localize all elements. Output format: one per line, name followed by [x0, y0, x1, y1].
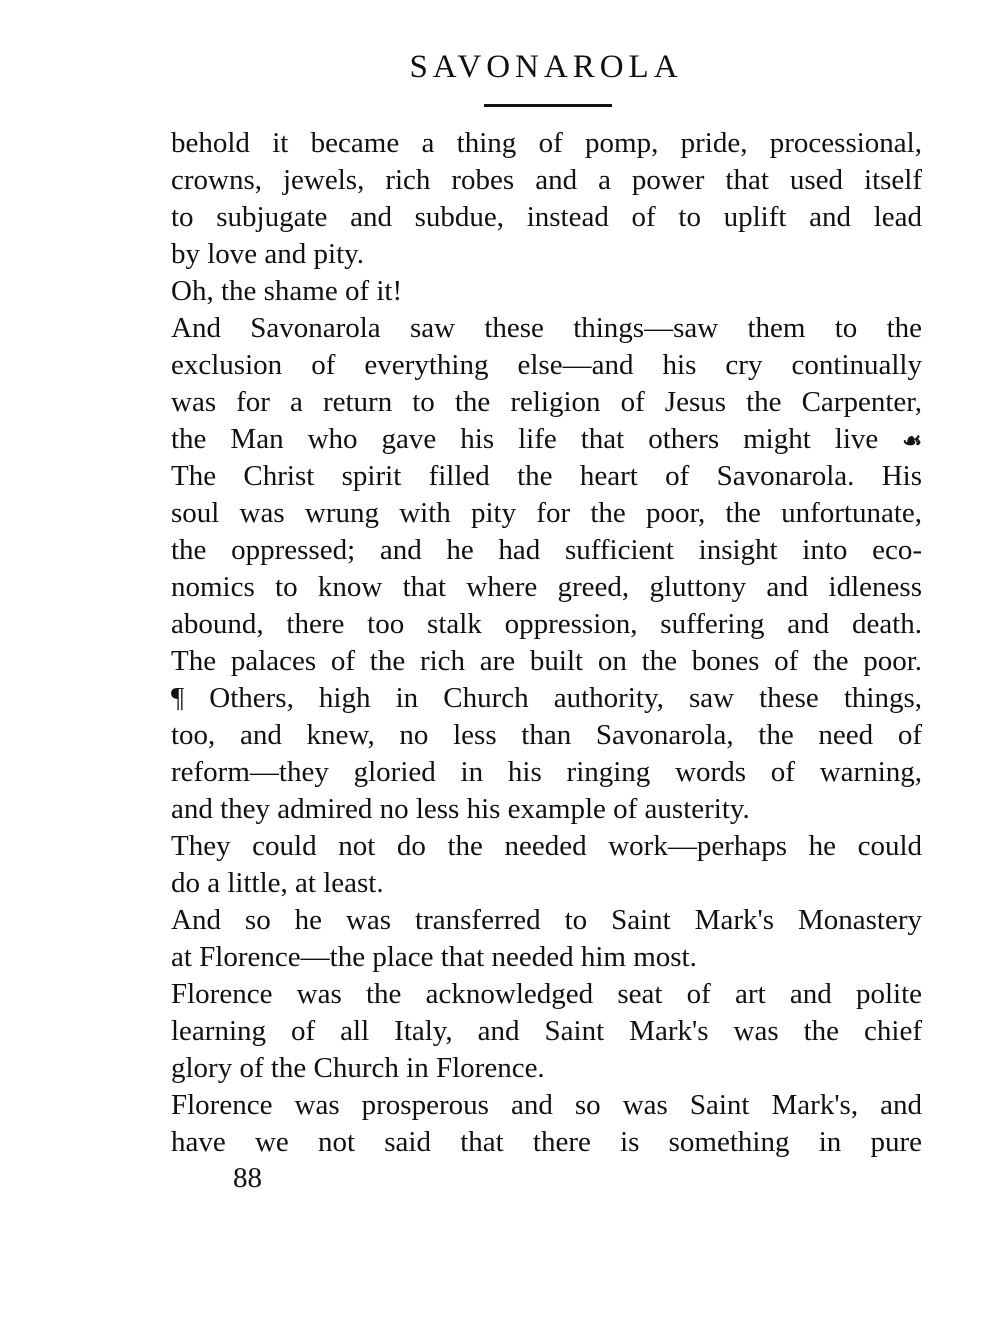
text-line: And so he was transferred to Saint Mark's Monastery [171, 904, 922, 936]
text-line-content: the Man who gave his life that others might live [171, 423, 879, 455]
text-line: too, and knew, no less than Savonarola, the need of [171, 719, 922, 751]
text-line: behold it became a thing of pomp, pride, processional, [171, 127, 922, 159]
text-line: learning of all Italy, and Saint Mark's was the chief [171, 1015, 922, 1047]
text-line: Oh, the shame of it! [171, 275, 403, 307]
text-line: ¶ Others, high in Church authority, saw these things, [171, 682, 922, 714]
running-head: SAVONAROLA [409, 49, 683, 85]
text-line: have we not said that there is something in pure [171, 1126, 922, 1158]
text-line: nomics to know that where greed, gluttony and idleness [171, 571, 922, 603]
text-line: by love and pity. [171, 238, 365, 270]
head-rule [484, 104, 612, 107]
text-line: exclusion of everything else—and his cry continually [171, 349, 922, 381]
leaf-ornament-icon: ☙ [902, 428, 922, 453]
page-number: 88 [233, 1162, 262, 1194]
text-line: glory of the Church in Florence. [171, 1052, 545, 1084]
text-line: The palaces of the rich are built on the bones of the poor. [171, 645, 922, 677]
text-line: The Christ spirit filled the heart of Savonarola. His [171, 460, 922, 492]
text-line: and they admired no less his example of austerity. [171, 793, 750, 825]
text-line: the oppressed; and he had sufficient insight into eco- [171, 534, 922, 566]
text-block [171, 125, 922, 1161]
text-line: Florence was prosperous and so was Saint Mark's, and [171, 1089, 922, 1121]
text-line: And Savonarola saw these things—saw them to the [171, 312, 922, 344]
text-line: do a little, at least. [171, 867, 384, 899]
text-line: crowns, jewels, rich robes and a power that used itself [171, 164, 922, 196]
text-line: was for a return to the religion of Jesus the Carpenter, [171, 386, 922, 418]
text-line: They could not do the needed work—perhaps he could [171, 830, 922, 862]
text-line: at Florence—the place that needed him most. [171, 941, 697, 973]
text-line: abound, there too stalk oppression, suffering and death. [171, 608, 922, 640]
text-line: reform—they gloried in his ringing words of warning, [171, 756, 922, 788]
text-line [171, 421, 922, 458]
text-line: soul was wrung with pity for the poor, the unfortunate, [171, 497, 922, 529]
text-line: Florence was the acknowledged seat of art and polite [171, 978, 922, 1010]
text-line: to subjugate and subdue, instead of to uplift and lead [171, 201, 922, 233]
